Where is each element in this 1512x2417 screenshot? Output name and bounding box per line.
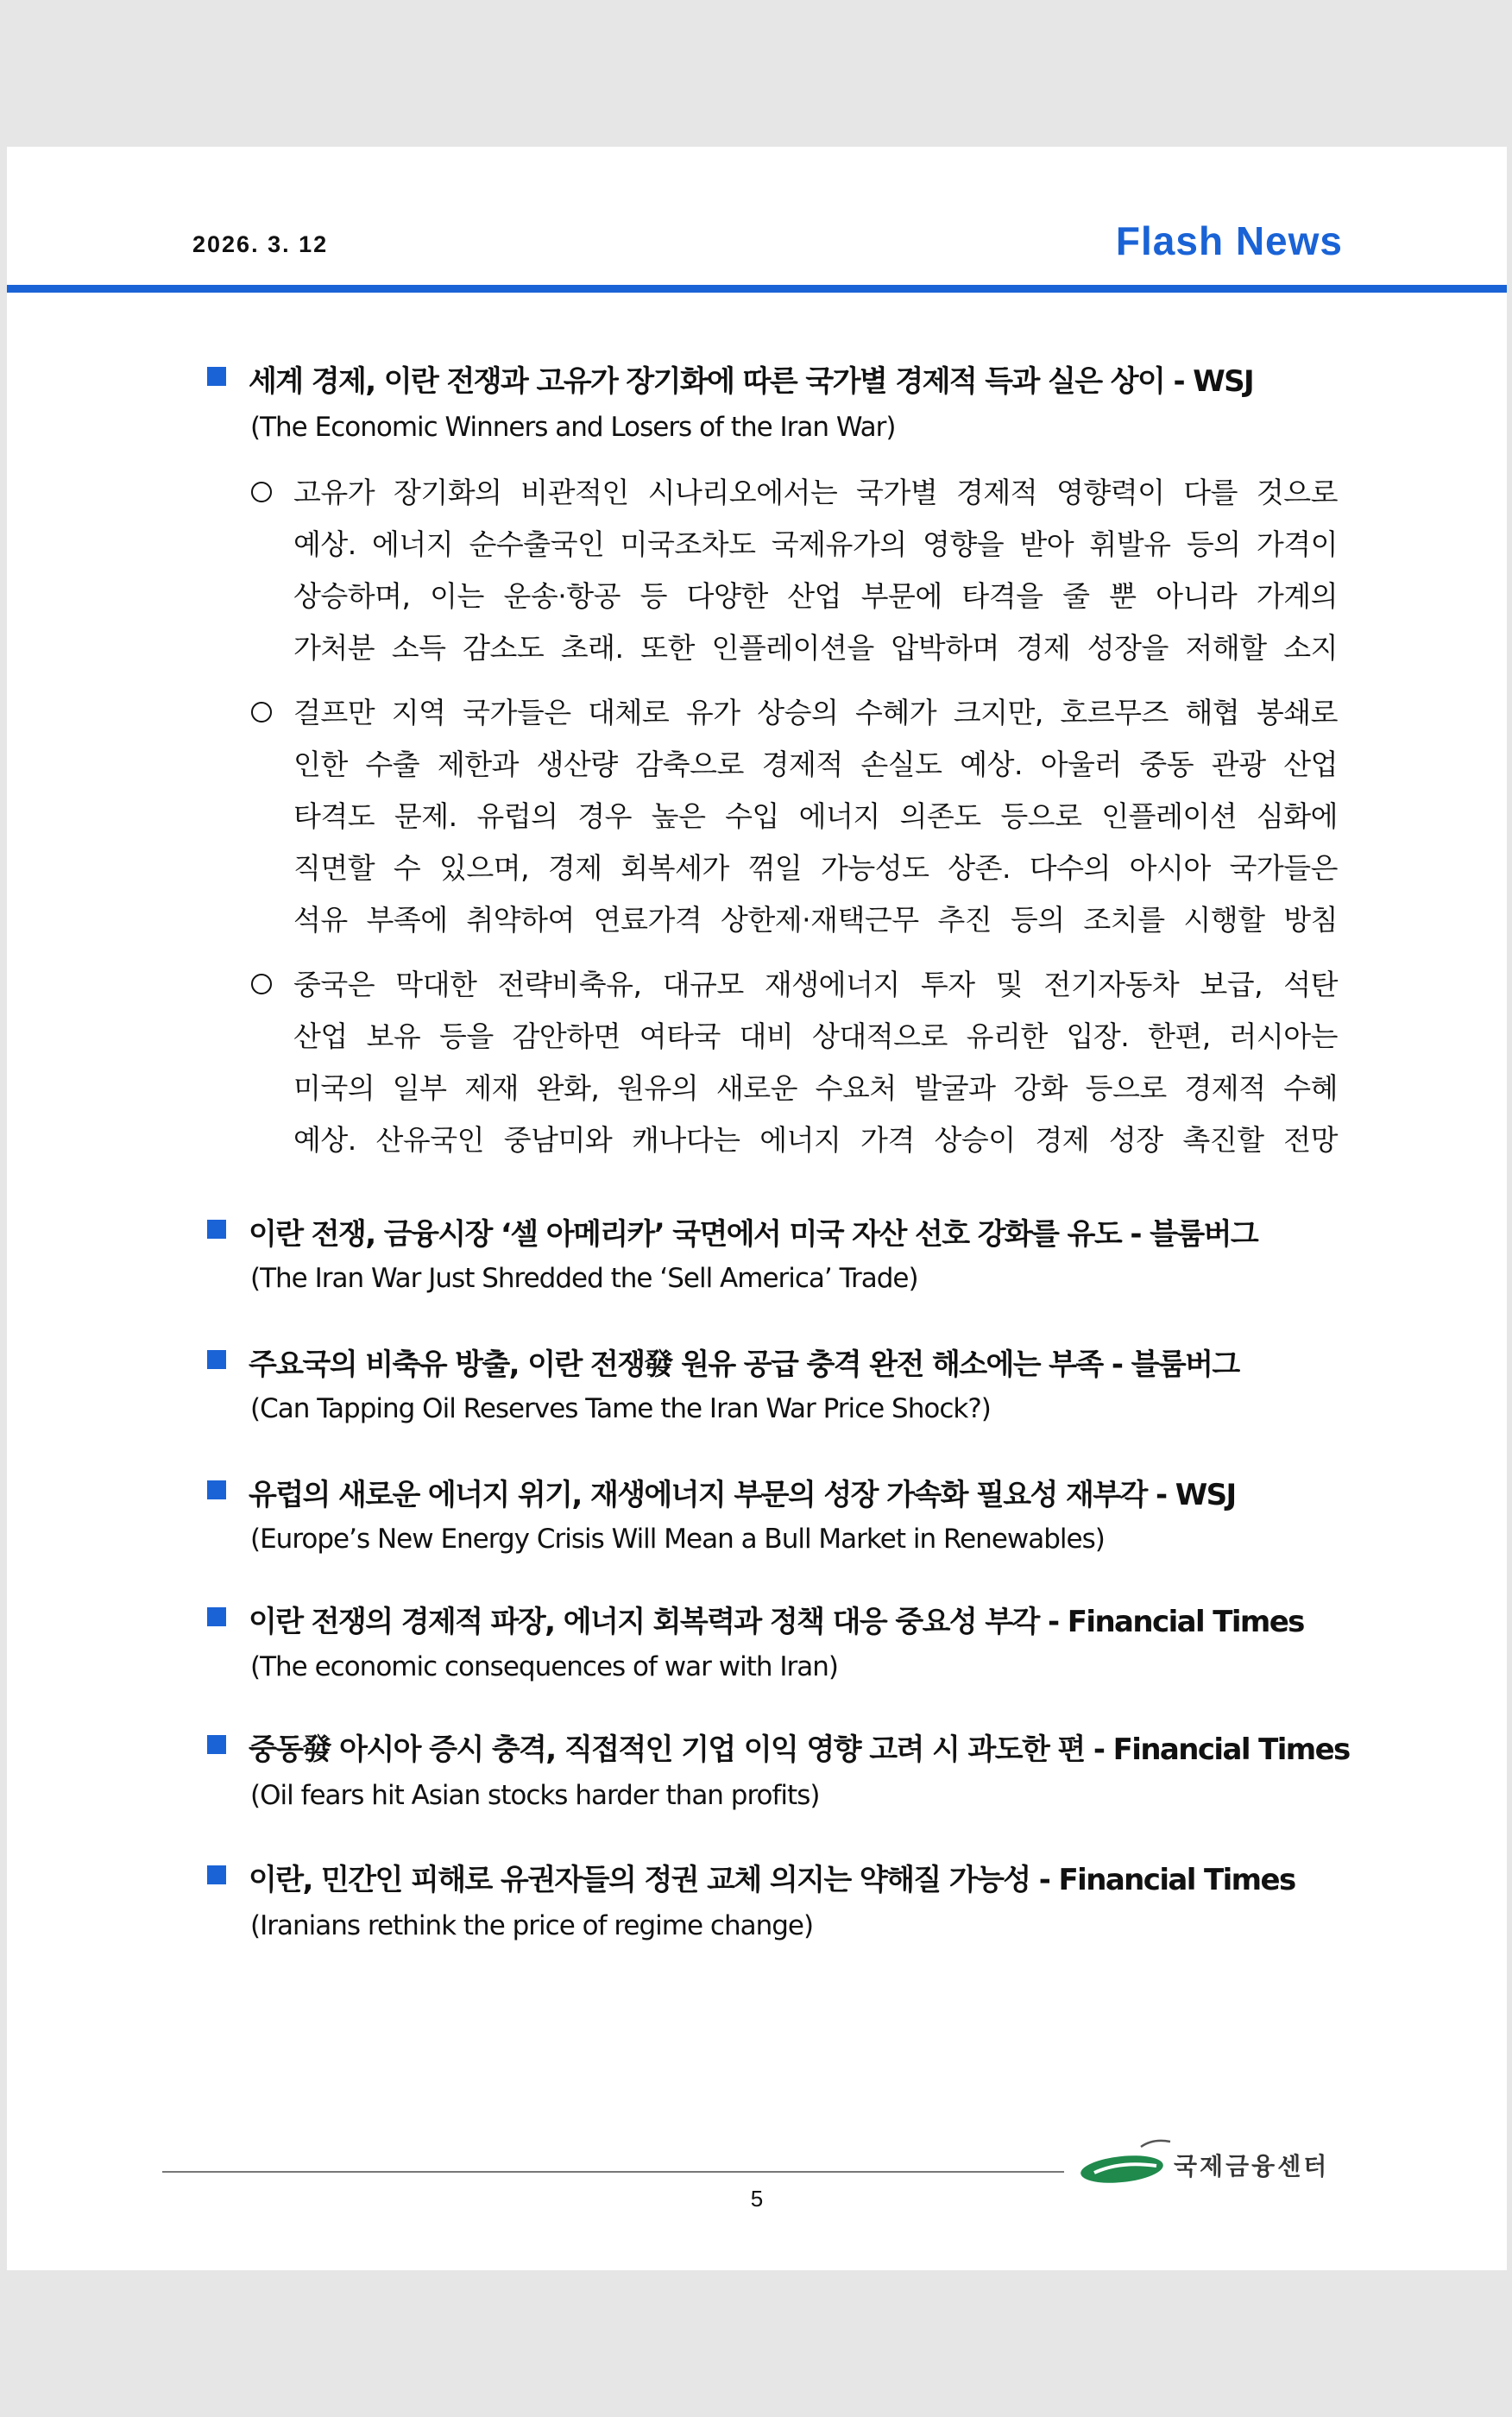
paragraph-line: 인한 수출 제한과 생산량 감축으로 경제적 손실도 예상. 아울러 중동 관광 산업 — [293, 748, 1338, 781]
paragraph-line: 예상. 에너지 순수출국인 미국조차도 국제유가의 영향을 받아 휘발유 등의 가격이 — [293, 527, 1338, 561]
bullet-square-icon — [207, 1220, 226, 1239]
footer-divider — [162, 2171, 1064, 2173]
article-subtitle: (The Economic Winners and Losers of the Iran War) — [250, 412, 896, 443]
page-number: 5 — [750, 2186, 764, 2212]
kcif-logo-icon — [1077, 2136, 1172, 2188]
article-subtitle: (Oil fears hit Asian stocks harder than profits) — [250, 1780, 820, 1811]
article-subtitle: (Europe’s New Energy Crisis Will Mean a Bull Market in Renewables) — [250, 1524, 1105, 1555]
bullet-square-icon — [207, 1350, 226, 1369]
paragraph-line: 석유 부족에 취약하여 연료가격 상한제·재택근무 추진 등의 조치를 시행할 방침 — [293, 903, 1338, 937]
circle-bullet-icon — [251, 702, 272, 723]
article-headline: 세계 경제, 이란 전쟁과 고유가 장기화에 따른 국가별 경제적 득과 실은 상이 - WSJ — [249, 364, 1254, 399]
article-headline: 이란 전쟁의 경제적 파장, 에너지 회복력과 정책 대응 중요성 부각 - Financial Times — [249, 1605, 1304, 1639]
article-subtitle: (The economic consequences of war with Iran) — [250, 1651, 838, 1682]
paragraph-line: 타격도 문제. 유럽의 경우 높은 수입 에너지 의존도 등으로 인플레이션 심화에 — [293, 799, 1338, 833]
circle-bullet-icon — [251, 974, 272, 994]
article-headline: 중동發 아시아 증시 충격, 직접적인 기업 이익 영향 고려 시 과도한 편 - Financial Times — [249, 1732, 1350, 1767]
bullet-square-icon — [207, 1607, 226, 1626]
bullet-square-icon — [207, 1480, 226, 1499]
header-divider — [7, 285, 1507, 293]
paragraph-line: 걸프만 지역 국가들은 대체로 유가 상승의 수혜가 크지만, 호르무즈 해협 봉쇄로 — [293, 696, 1338, 729]
report-title: Flash News — [1115, 218, 1343, 263]
paragraph-line: 고유가 장기화의 비관적인 시나리오에서는 국가별 경제적 영향력이 다를 것으로 — [293, 476, 1338, 509]
document-page — [7, 147, 1507, 2270]
paragraph-line: 예상. 산유국인 중남미와 캐나다는 에너지 가격 상승이 경제 성장 촉진할 전망 — [293, 1123, 1338, 1157]
report-date: 2026. 3. 12 — [192, 231, 329, 257]
circle-bullet-icon — [251, 482, 272, 502]
paragraph-line: 중국은 막대한 전략비축유, 대규모 재생에너지 투자 및 전기자동차 보급, 석탄 — [293, 968, 1338, 1001]
paragraph-line: 가처분 소득 감소도 초래. 또한 인플레이션을 압박하며 경제 성장을 저해할 소지 — [293, 631, 1338, 665]
paragraph-line: 직면할 수 있으며, 경제 회복세가 꺾일 가능성도 상존. 다수의 아시아 국가들은 — [293, 851, 1338, 885]
bullet-square-icon — [207, 1735, 226, 1754]
paragraph-line: 미국의 일부 제재 완화, 원유의 새로운 수요처 발굴과 강화 등으로 경제적 수혜 — [293, 1071, 1338, 1105]
org-name: 국제금융센터 — [1174, 2152, 1330, 2180]
article-subtitle: (Iranians rethink the price of regime change) — [250, 1910, 814, 1941]
article-subtitle: (Can Tapping Oil Reserves Tame the Iran War Price Shock?) — [250, 1393, 991, 1424]
paragraph-line: 산업 보유 등을 감안하면 여타국 대비 상대적으로 유리한 입장. 한편, 러시아는 — [293, 1019, 1338, 1053]
article-headline: 이란 전쟁, 금융시장 ‘셀 아메리카’ 국면에서 미국 자산 선호 강화를 유도 - 블룸버그 — [249, 1217, 1258, 1252]
article-headline: 주요국의 비축유 방출, 이란 전쟁發 원유 공급 충격 완전 해소에는 부족 - 블룸버그 — [249, 1347, 1239, 1382]
bullet-square-icon — [207, 367, 226, 386]
article-subtitle: (The Iran War Just Shredded the ‘Sell America’ Trade) — [250, 1263, 918, 1294]
article-headline: 이란, 민간인 피해로 유권자들의 정권 교체 의지는 약해질 가능성 - Financial Times — [249, 1863, 1295, 1897]
paragraph-line: 상승하며, 이는 운송·항공 등 다양한 산업 부문에 타격을 줄 뿐 아니라 가계의 — [293, 579, 1338, 613]
article-headline: 유럽의 새로운 에너지 위기, 재생에너지 부문의 성장 가속화 필요성 재부각 - WSJ — [249, 1478, 1236, 1512]
bullet-square-icon — [207, 1865, 226, 1884]
